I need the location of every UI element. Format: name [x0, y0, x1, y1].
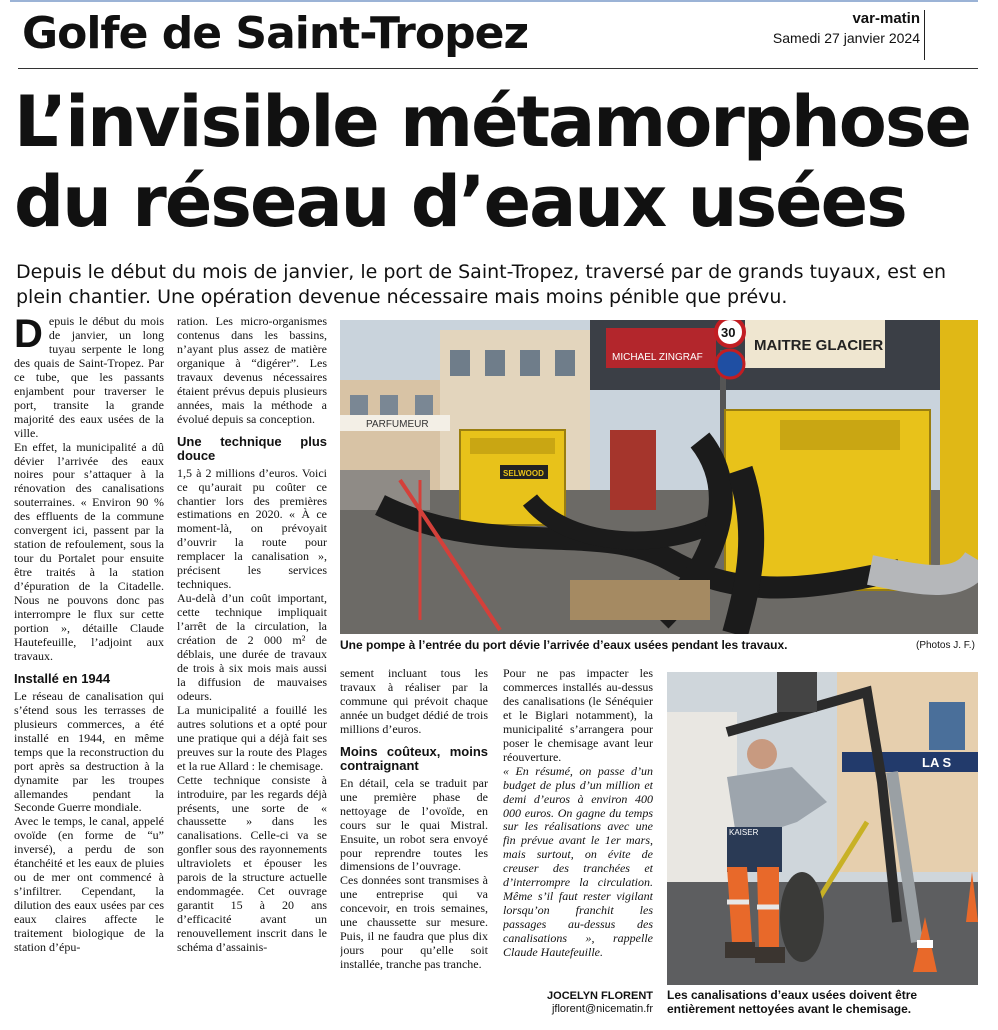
standfirst: Depuis le début du mois de janvier, le port de Saint-Tropez, traversé par de grands tuyaux, est en plein chantier. Une opération devenue nécessaire mais moins pénible que prévu. [16, 261, 947, 308]
paragraph: Au-delà d’un coût important, cette technique impliquait l’arrêt de la circulation, la création de 2 000 m² de déblais, une durée de travaux de trois à six mois mais aussi la diffusion de mauvaises odeurs. [177, 591, 327, 703]
column-2 [177, 315, 327, 1020]
photo-credit: (Photos J. F.) [916, 640, 975, 651]
paragraph: « En résumé, on passe d’un budget de plus d’un million et demi d’euros à environ 400 000 euros. On gagne du temps sur les réalisations avec une fin prévue avant le 1er mars, mais surtout, on évite de creuser des tranchées et d’interrompre la circulation. Même s’il faut rester vigilant lorsqu’on franchit les passages au-dessus des canalisations », rappelle Claude Hautefeuille. [503, 763, 653, 960]
pump-photo-illustration [340, 320, 978, 634]
photo-worker [667, 672, 978, 985]
headline-line-1: L’invisible métamorphose [14, 81, 970, 163]
brand-name: var-matin [852, 10, 920, 27]
jacket-text: KAISER [729, 828, 759, 837]
headline-line-2: du réseau d’eaux usées [14, 161, 906, 243]
column-4 [503, 667, 653, 989]
header-divider [924, 10, 925, 60]
paragraph: epuis le début du mois de janvier, un long tuyau serpente le long des quais de Saint-Tropez. Par ce tube, que les passants enjambent pour traverser le port, transite la grande majorité des eaux usées de la ville. [14, 315, 164, 440]
top-rule [10, 0, 978, 2]
paragraph: 1,5 à 2 millions d’euros. Voici ce qu’aurait pu coûter ce chantier lors des premières estimations en 2020. « À ce moment-là, on prévoyait d’ouvrir la route pour remplacer la canalisation », précisent les services techniques. [177, 465, 327, 592]
section-title: Golfe de Saint-Tropez [22, 8, 529, 59]
subheading: Une technique plus douce [177, 433, 327, 463]
author-email: jflorent@nicematin.fr [551, 1003, 653, 1015]
headline [14, 82, 989, 242]
column-3 [340, 667, 488, 1022]
author-name: JOCELYN FLORENT [547, 990, 653, 1002]
issue-date: Samedi 27 janvier 2024 [772, 30, 920, 46]
sign-zingraf: MICHAEL ZINGRAF [612, 352, 703, 363]
paragraph: En effet, la municipalité a dû dévier l’arrivée des eaux noires pour s’attaquer à la rénovation des canalisations souterraines. « Environ 90 % des effluents de la commune convergent ici, passent par la station de refoulement, sous la tour du Portalet pour ensuite être traités à la station d’épuration de la Citadelle. Nous ne pouvons donc pas interrompre le flux sur cette portion », détaille Claude Hautefeuille, l’adjoint aux travaux. [14, 439, 164, 663]
paragraph: sement incluant tous les travaux à réaliser par la commune qui prévoit chaque année un budget dédié de trois millions d’euros. [340, 667, 488, 736]
drop-cap: D [14, 315, 43, 356]
sign-glacier: MAITRE GLACIER [754, 337, 884, 354]
paragraph: Ces données sont transmises à une entreprise qui va concevoir, en trois semaines, une chaussette sur mesure. Puis, il ne faudra que plus dix jours pour qu’elle soit installée, tranche pas tranche. [340, 873, 488, 972]
photo2-caption: Les canalisations d’eaux usées doivent être entièrement nettoyées avant le chemisage. [667, 988, 918, 1016]
paragraph: Avec le temps, le canal, appelé ovoïde (en forme de “u” inversé), a perdu de son étanchéité et les eaux de pluies ou de mer ont commencé à s’infiltrer. Cependant, la dilution des eaux usées par ces eaux claires affecte le traitement biologique de la station d’épu- [14, 814, 164, 954]
byline [503, 990, 653, 1016]
sign-parfum: PARFUMEUR [366, 419, 429, 430]
pump-brand: SELWOOD [503, 469, 544, 478]
paragraph: Pour ne pas impacter les commerces installés au-dessus des canalisations (le Sénéquier et le Biglari notamment), la municipalité s’arrangera pour poser le chemisage avant leur réouverture. [503, 667, 653, 764]
paragraph: ration. Les micro-organismes contenus dans les bassins, n’ayant plus assez de matière organique à “digérer”. Les travaux devenus nécessaires étaient prévus depuis plusieurs années, mais la méthode a évolué depuis sa conception. [177, 315, 327, 426]
column-1 [14, 315, 164, 1020]
worker-photo-illustration [667, 672, 978, 985]
header-rule [18, 68, 978, 69]
paragraph: La municipalité a fouillé les autres solutions et a opté pour une pratique qui a déjà fait ses preuves sur la route des Plages et la rue Allard : le chemisage. [177, 702, 327, 773]
subheading: Moins coûteux, moins contraignant [340, 743, 488, 773]
subheading: Installé en 1944 [14, 670, 111, 686]
paragraph: Cette technique consiste à introduire, par les regards déjà présents, une sorte de « chaussette » dans les canalisations. Celle-ci va se gonfler sous des rayonnements ultraviolets et épouser les parois de la structure actuelle endommagée. Cet ouvrage garantit 15 à 20 ans d’efficacité avant un renouvellement inscrit dans le schéma d’assainis- [177, 772, 327, 955]
photo-pump [340, 320, 978, 634]
paragraph: Le réseau de canalisation qui s’étend sous les terrasses de plusieurs commerces, a été installé en 1944, en même temps que la reconstruction du port après sa destruction à la dynamite par les troupes allemandes pendant la Seconde Guerre mondiale. [14, 688, 164, 815]
speed-sign: 30 [721, 325, 736, 340]
photo-caption: Une pompe à l’entrée du port dévie l’arrivée d’eaux usées pendant les travaux. [340, 638, 788, 652]
paragraph: En détail, cela se traduit par une première phase de nettoyage de l’ovoïde, en cours sur le quai Mistral. Ensuite, un robot sera envoyé pour reprendre toutes les dimensions de l’ouvrage. [340, 775, 488, 874]
shop-sign: LA S [922, 755, 952, 770]
